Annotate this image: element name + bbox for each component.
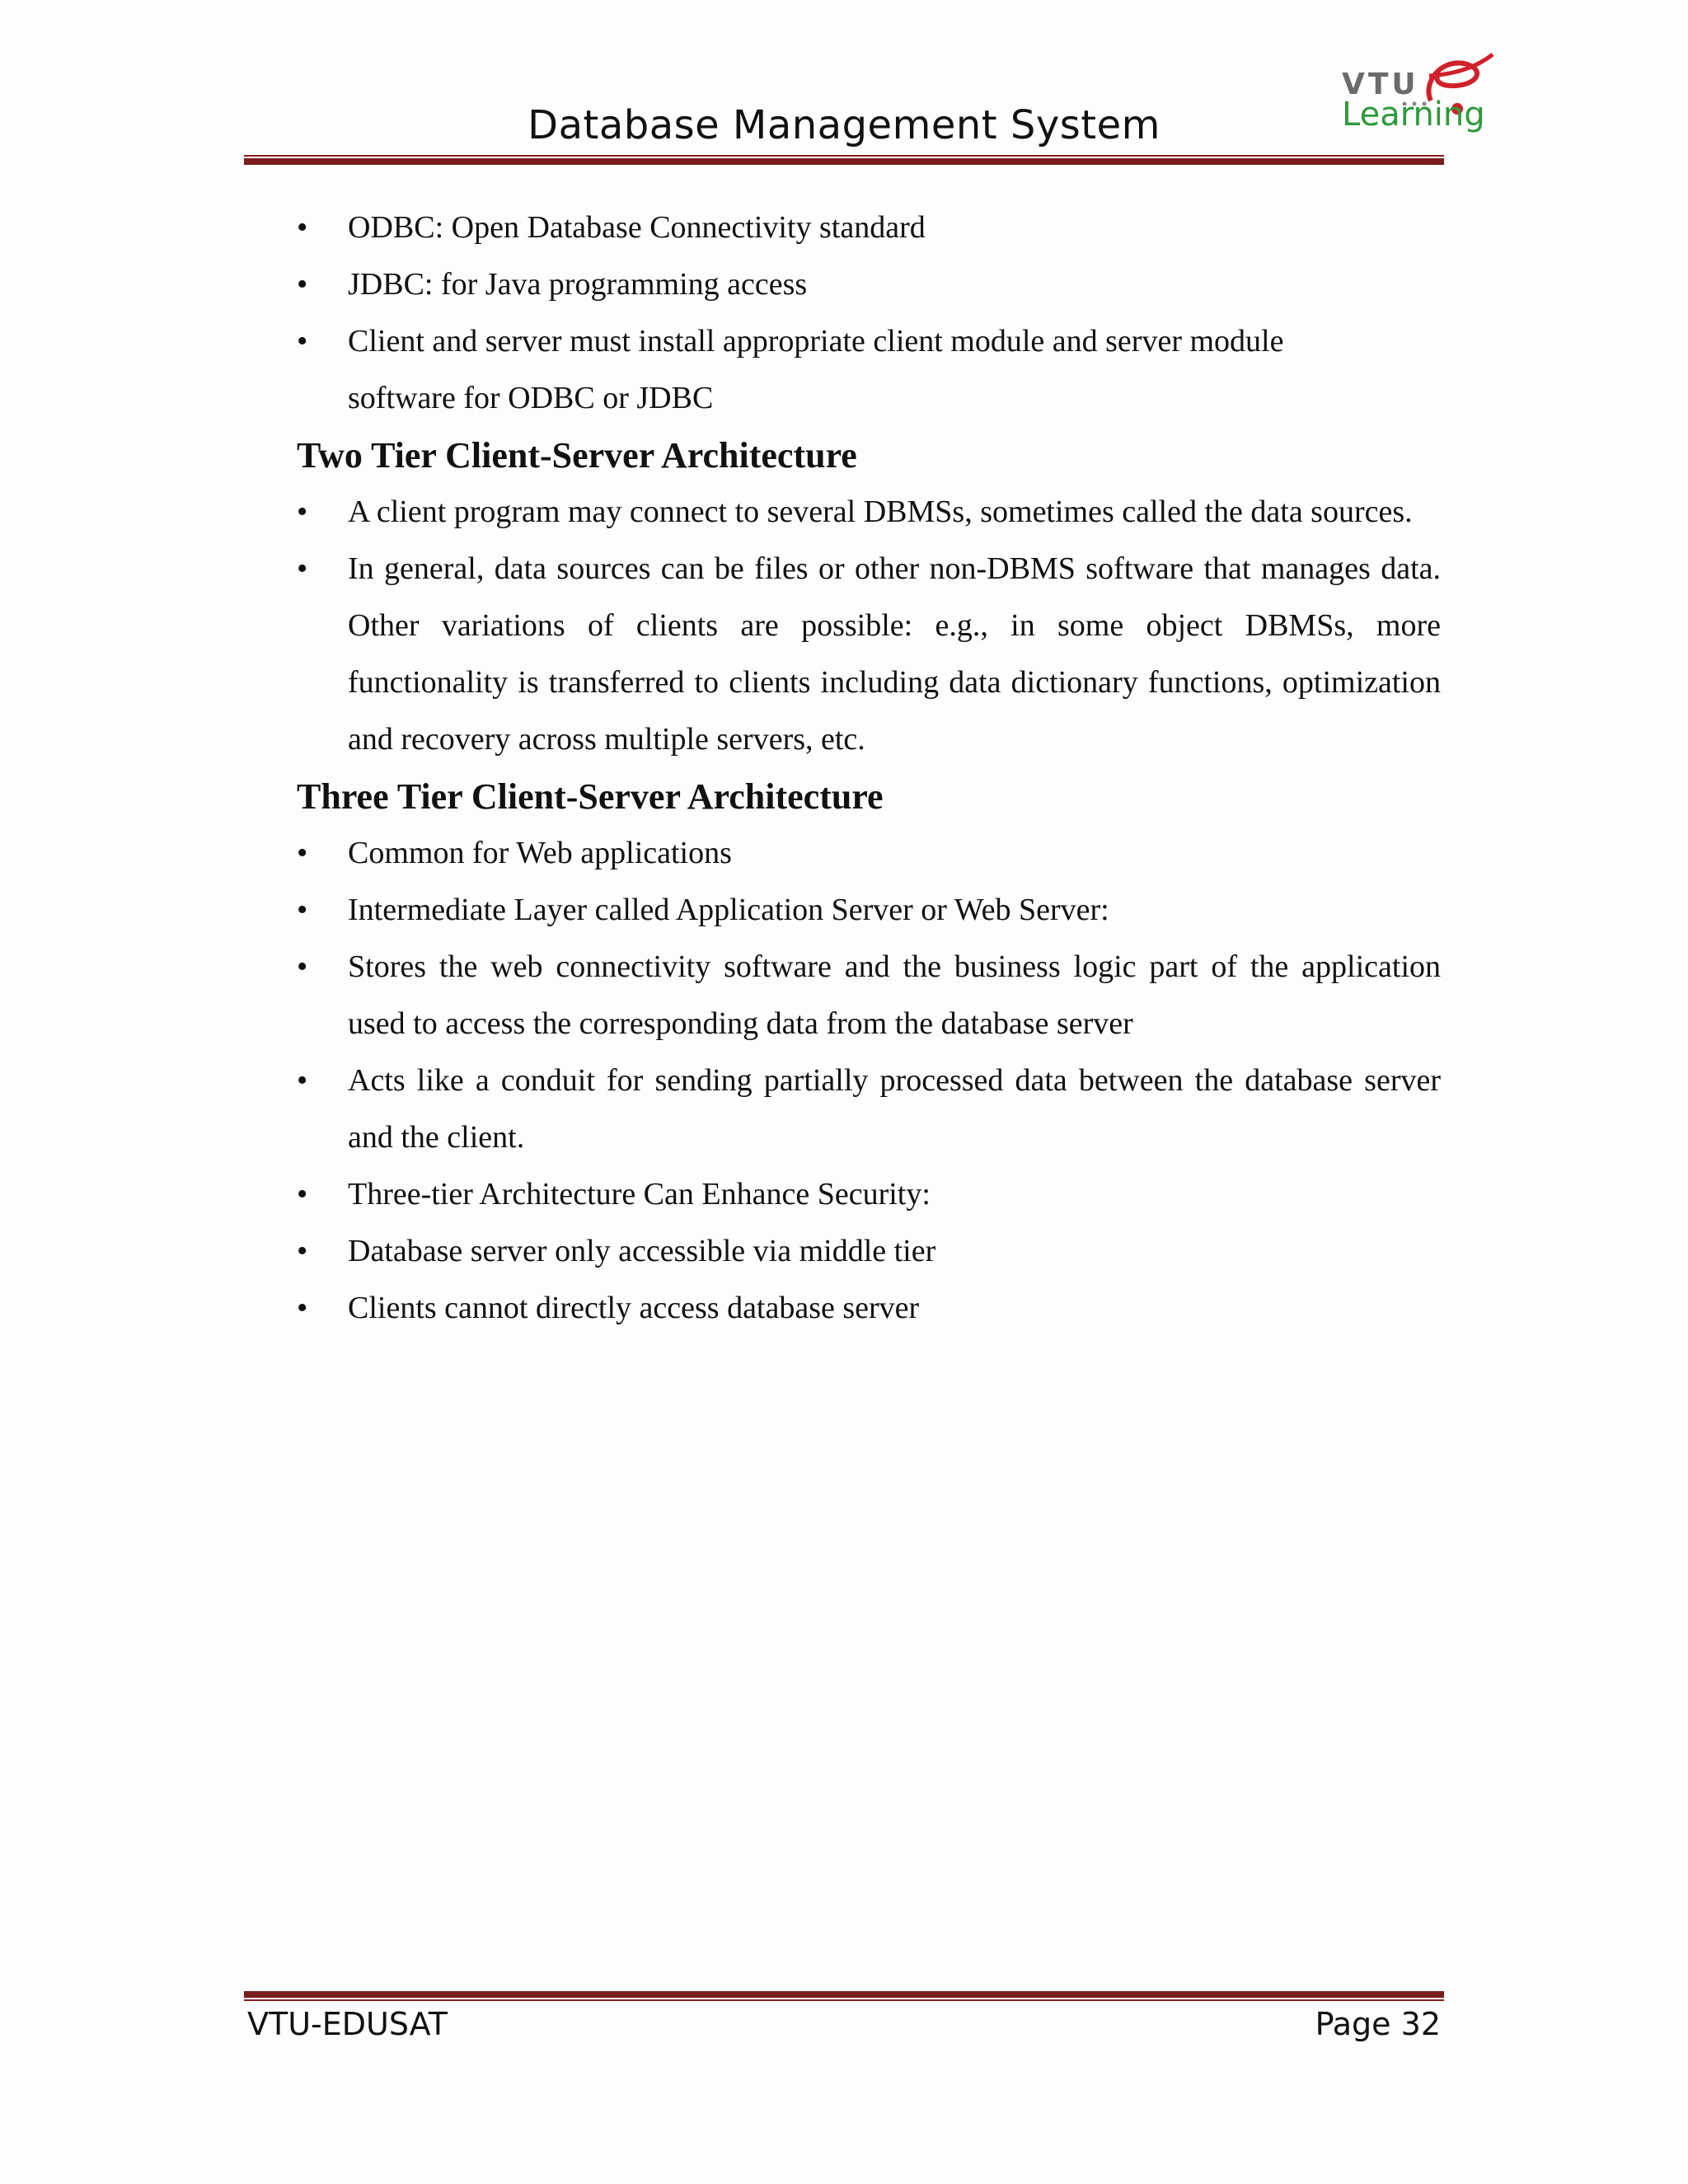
page-content bbox=[297, 199, 1441, 1337]
bullet-icon: • bbox=[297, 1291, 308, 1325]
logo-vtu-text: VTU bbox=[1342, 68, 1419, 101]
list-item: • Clients cannot directly access database server bbox=[297, 1280, 1441, 1337]
intro-bullet-list bbox=[297, 199, 1441, 427]
three-tier-bullet-list bbox=[297, 825, 1441, 1337]
page-number: Page 32 bbox=[1315, 2006, 1441, 2042]
footer-rule-thick bbox=[244, 1991, 1444, 1998]
header-rule-thick bbox=[244, 158, 1444, 165]
bullet-icon: • bbox=[297, 893, 308, 927]
bullet-icon: • bbox=[297, 551, 308, 586]
list-item: • Acts like a conduit for sending partially processed data between the database server and the client. bbox=[297, 1052, 1441, 1166]
header-title: Database Management System bbox=[528, 102, 1160, 148]
list-item: • ODBC: Open Database Connectivity standard bbox=[297, 199, 1441, 256]
list-item: • Three-tier Architecture Can Enhance Security: bbox=[297, 1166, 1441, 1223]
vtu-learning-logo bbox=[1332, 43, 1497, 142]
list-item: • In general, data sources can be files or other non-DBMS software that manages data. Other variations of clients are possible: e.g., in some object DBMSs, more functionality is transferred to clients including data dictionary functions, optimization and recovery across multiple servers, etc. bbox=[297, 541, 1441, 768]
two-tier-bullet-list bbox=[297, 484, 1441, 768]
bullet-icon: • bbox=[297, 210, 308, 245]
section-heading-two-tier: Two Tier Client-Server Architecture bbox=[297, 435, 857, 476]
footer-source: VTU-EDUSAT bbox=[247, 2006, 448, 2042]
bullet-icon: • bbox=[297, 949, 308, 984]
list-item: • Common for Web applications bbox=[297, 825, 1441, 882]
bullet-icon: • bbox=[297, 267, 308, 302]
list-item: • Stores the web connectivity software and the business logic part of the application used to access the corresponding data from the database server bbox=[297, 939, 1441, 1052]
header-rule-thin bbox=[244, 155, 1444, 157]
section-heading-three-tier: Three Tier Client-Server Architecture bbox=[297, 776, 884, 817]
logo-learning-text: Learning bbox=[1342, 96, 1485, 134]
bullet-icon: • bbox=[297, 1063, 308, 1098]
list-item: • Database server only accessible via middle tier bbox=[297, 1223, 1441, 1280]
list-item: • JDBC: for Java programming access bbox=[297, 256, 1441, 313]
footer-rule-thin bbox=[244, 1999, 1444, 2001]
list-item: • A client program may connect to several DBMSs, sometimes called the data sources. bbox=[297, 484, 1441, 541]
bullet-icon: • bbox=[297, 494, 308, 529]
bullet-icon: • bbox=[297, 324, 308, 359]
list-item: • Client and server must install appropriate client module and server module software for ODBC or JDBC bbox=[297, 313, 1441, 427]
bullet-icon: • bbox=[297, 1177, 308, 1212]
footer-rule bbox=[244, 1991, 1444, 2001]
bullet-icon: • bbox=[297, 836, 308, 870]
header-rule bbox=[244, 155, 1444, 165]
list-item: • Intermediate Layer called Application Server or Web Server: bbox=[297, 882, 1441, 939]
bullet-icon: • bbox=[297, 1234, 308, 1268]
